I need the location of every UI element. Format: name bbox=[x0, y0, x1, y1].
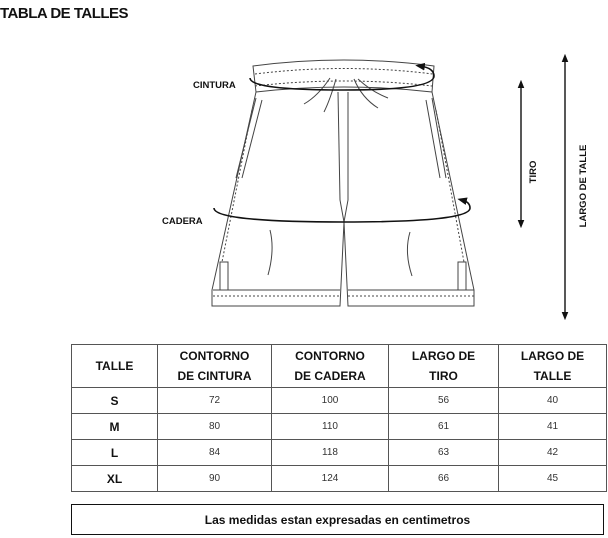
table-cell: 84 bbox=[158, 440, 272, 466]
rise-label: TIRO bbox=[528, 160, 539, 184]
table-cell: 61 bbox=[389, 414, 499, 440]
header-contorno-cadera: CONTORNO DE CADERA bbox=[272, 345, 389, 388]
table-row bbox=[72, 414, 607, 440]
table-cell: 42 bbox=[499, 440, 607, 466]
header-largo-tiro: LARGO DE TIRO bbox=[389, 345, 499, 388]
table-cell: 124 bbox=[272, 466, 389, 492]
table-cell: 66 bbox=[389, 466, 499, 492]
table-cell: 63 bbox=[389, 440, 499, 466]
size-cell: S bbox=[72, 388, 158, 414]
table-row bbox=[72, 440, 607, 466]
header-largo-talle: LARGO DE TALLE bbox=[499, 345, 607, 388]
length-label: LARGO DE TALLE bbox=[578, 144, 589, 228]
page-title: TABLA DE TALLES bbox=[0, 5, 129, 22]
hip-label: CADERA bbox=[162, 216, 203, 227]
waist-measure-line bbox=[250, 66, 434, 90]
header-contorno-cintura: CONTORNO DE CINTURA bbox=[158, 345, 272, 388]
table-cell: 56 bbox=[389, 388, 499, 414]
table-cell: 90 bbox=[158, 466, 272, 492]
table-header-row bbox=[72, 345, 607, 388]
size-table bbox=[71, 344, 607, 492]
table-cell: 41 bbox=[499, 414, 607, 440]
table-cell: 72 bbox=[158, 388, 272, 414]
table-row bbox=[72, 466, 607, 492]
table-row bbox=[72, 388, 607, 414]
table-cell: 45 bbox=[499, 466, 607, 492]
header-talle: TALLE bbox=[72, 345, 158, 388]
table-cell: 100 bbox=[272, 388, 389, 414]
size-cell: XL bbox=[72, 466, 158, 492]
table-cell: 40 bbox=[499, 388, 607, 414]
units-note: Las medidas estan expresadas en centimetros bbox=[71, 504, 604, 535]
waist-label: CINTURA bbox=[193, 80, 236, 91]
size-cell: L bbox=[72, 440, 158, 466]
size-cell: M bbox=[72, 414, 158, 440]
shorts-outline bbox=[212, 60, 474, 306]
table-cell: 80 bbox=[158, 414, 272, 440]
table-cell: 110 bbox=[272, 414, 389, 440]
table-cell: 118 bbox=[272, 440, 389, 466]
